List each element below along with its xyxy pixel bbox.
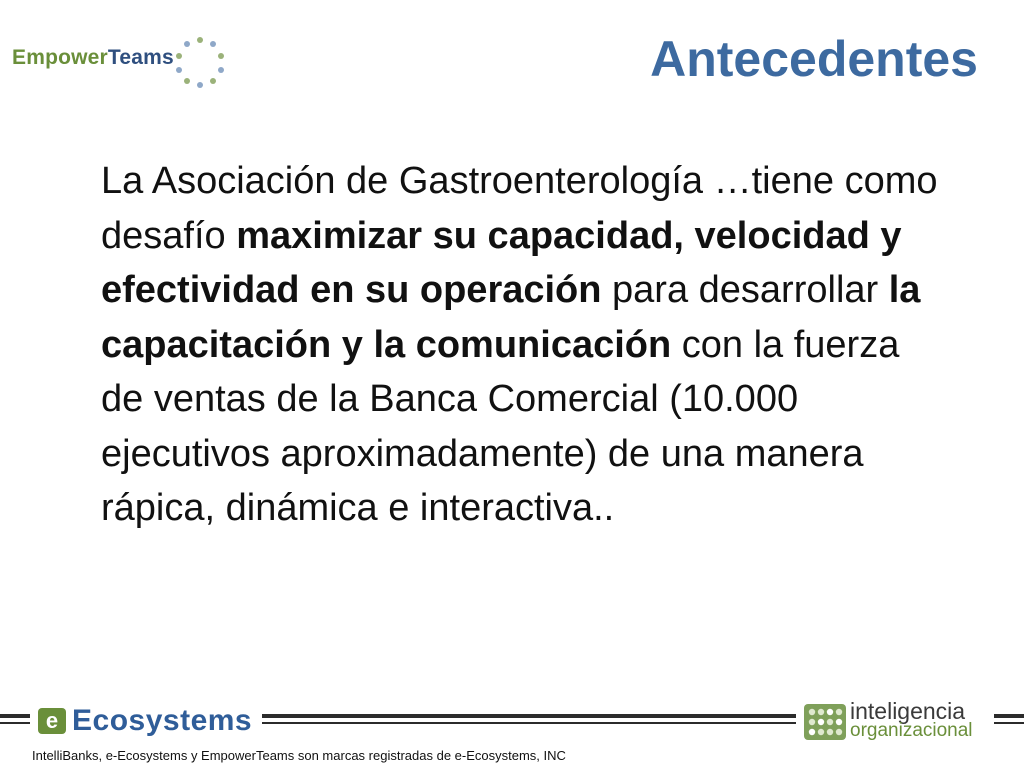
logo-word-teams: Teams: [107, 46, 174, 69]
footer-divider: [262, 722, 796, 724]
empowerteams-logo: [10, 32, 230, 92]
organizacional-label: organizacional: [850, 720, 973, 741]
inteligencia-label: inteligencia: [850, 698, 966, 724]
body-segment-bold: maximizar su capacidad, velocidad y efectividad en su operación: [101, 214, 902, 311]
footer-divider: [262, 714, 796, 718]
footer-divider: [0, 714, 30, 718]
ecosystems-wordmark: Ecosystems: [72, 704, 253, 737]
footer-divider: [0, 722, 30, 724]
body-segment: con la fuerza de ventas de la Banca Comercial (10.000 ejecutivos aproximadamente) de una manera rápica, dinámica e interactiva..: [101, 323, 900, 529]
footer-divider: [994, 714, 1024, 718]
dots-ring-icon: [170, 32, 230, 92]
empowerteams-wordmark: [12, 46, 174, 70]
inteligencia-organizacional-logo: [804, 700, 988, 744]
body-segment-bold: la capacitación y la comunicación: [101, 269, 921, 366]
body-paragraph: [101, 154, 941, 536]
ecosystems-logo: [38, 700, 252, 742]
footer-divider: [994, 722, 1024, 724]
body-segment: para desarrollar: [601, 269, 889, 311]
dot-grid-icon: [804, 704, 846, 740]
trademark-note: IntelliBanks, e-Ecosystems y EmpowerTeams son marcas registradas de e-Ecosystems, INC: [32, 748, 566, 763]
body-segment: La Asociación de Gastroenterología …tiene como desafío: [101, 160, 938, 257]
slide-title: Antecedentes: [650, 31, 978, 87]
logo-word-empower: Empower: [12, 46, 108, 69]
ecosystems-e-icon: e: [38, 708, 66, 734]
